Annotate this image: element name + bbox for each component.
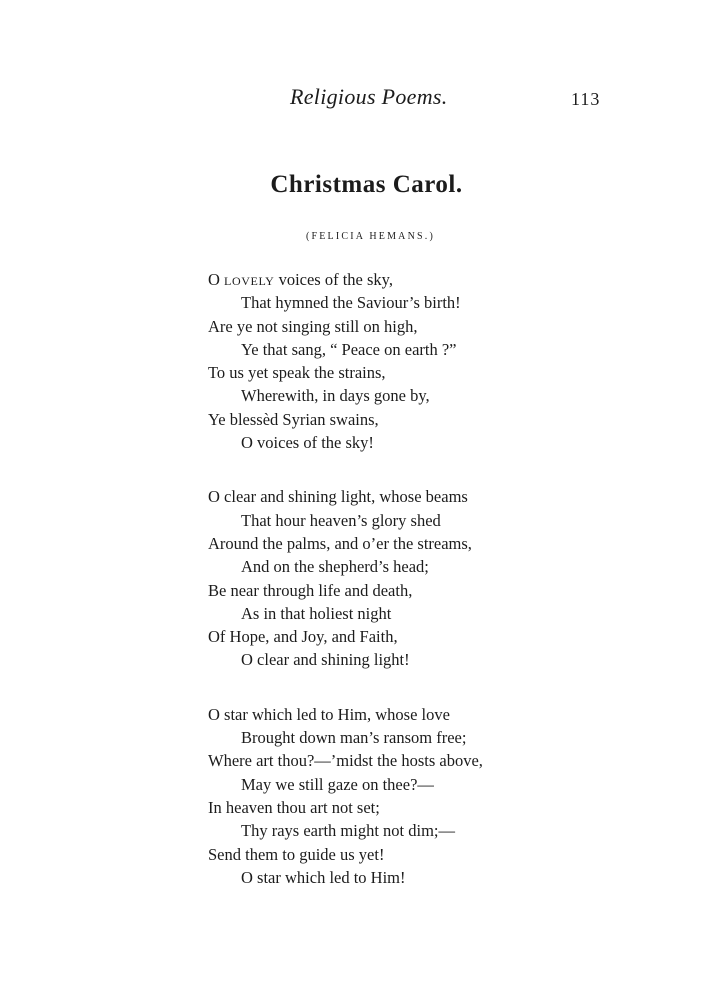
poem-line: Ye that sang, “ Peace on earth ?” [241,339,457,359]
poem-line: That hymned the Saviour’s birth! [241,293,461,313]
stanza-2 [208,485,628,671]
poem-line: O star which led to Him, whose love [208,704,450,724]
poem-body [208,268,628,920]
poem-line: Send them to guide us yet! [208,844,385,864]
running-title: Religious Poems. [290,84,448,109]
poem-line: Thy rays earth might not dim;— [241,821,456,841]
poem-line: In heaven thou art not set; [208,797,380,817]
poem-line: Around the palms, and o’er the streams, [208,533,472,553]
poem-line: Of Hope, and Joy, and Faith, [208,627,398,647]
poem-title: Christmas Carol. [270,171,463,198]
poem-line: Brought down man’s ransom free; [241,728,467,748]
poem-line: To us yet speak the strains, [208,363,386,383]
poem-line: That hour heaven’s glory shed [241,510,441,530]
running-head [0,84,719,114]
stanza-1 [208,268,628,454]
poem-line: Be near through life and death, [208,580,413,600]
poem-line: Wherewith, in days gone by, [241,386,430,406]
poem-line: As in that holiest night [241,603,392,623]
poem-line: And on the shepherd’s head; [241,557,429,577]
poem-line: O voices of the sky! [241,433,374,453]
page-number: 113 [571,89,601,109]
poem-line: May we still gaze on thee?— [241,774,434,794]
poem-line: O lovely voices of the sky, [208,270,393,289]
poem-line: Ye blessèd Syrian swains, [208,409,379,429]
poem-line: Where art thou?—’midst the hosts above, [208,751,483,771]
stanza-3 [208,703,628,889]
poem-line: O clear and shining light! [241,650,410,670]
poem-line: Are ye not singing still on high, [208,316,418,336]
poem-author: (FELICIA HEMANS.) [305,231,436,242]
poem-line: O clear and shining light, whose beams [208,487,468,507]
poem-line: O star which led to Him! [241,867,406,887]
